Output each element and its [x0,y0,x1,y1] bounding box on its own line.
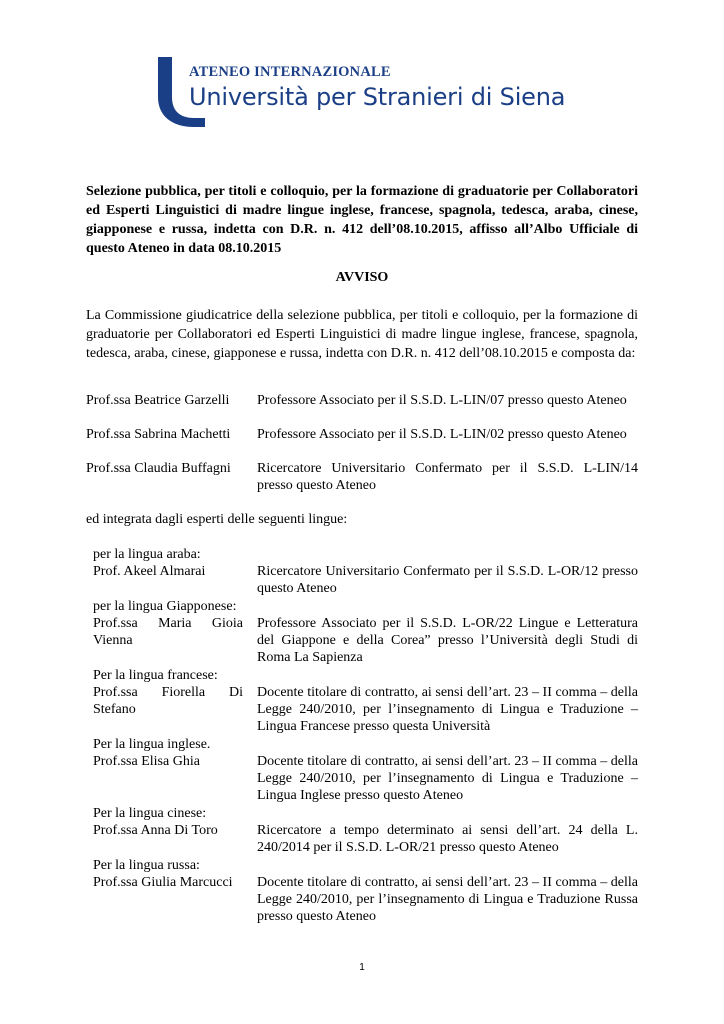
intro-paragraph: La Commissione giudicatrice della selezione pubblica, per titoli e colloquio, per la formazione di graduatorie per Collaboratori ed Esperti Linguistici di madre lingue inglese, francese, spagnola, tedesca, araba, cinese, giapponese e russa, indetta con D.R. n. 412 dell’08.10.2015 e composta da: [86,308,638,361]
expert-name: Prof.ssa Giulia Marcucci [93,875,233,890]
language-label: Per la lingua cinese: [93,806,207,821]
language-label: Per la lingua francese: [93,668,218,683]
language-label: per la lingua araba: [93,547,201,562]
document-heading: AVVISO [335,270,389,285]
expert-role: Professore Associato per il S.S.D. L-OR/22 Lingue e Letteratura del Giappone e della Corea” presso l’Università degli Studi di Roma La Sapienza [257,616,638,665]
member-name: Prof.ssa Beatrice Garzelli [86,393,230,408]
language-label: Per la lingua inglese. [93,737,211,752]
expert-name: Prof.ssa Anna Di Toro [93,823,218,838]
member-name: Prof.ssa Claudia Buffagni [86,461,231,476]
expert-name: Prof.ssa Maria Gioia Vienna [93,616,243,648]
expert-role: Ricercatore a tempo determinato ai sensi dell’art. 24 della L. 240/2014 per il S.S.D. L-OR/21 presso questo Ateneo [257,823,638,855]
language-label: per la lingua Giapponese: [93,599,237,614]
expert-name: Prof. Akeel Almarai [93,564,206,579]
expert-role: Docente titolare di contratto, ai sensi dell’art. 23 – II comma – della Legge 240/2010, per l’insegnamento di Lingua e Traduzione – Lingua Inglese presso questo Ateneo [257,754,638,803]
language-label: Per la lingua russa: [93,858,200,873]
expert-name: Prof.ssa Fiorella Di Stefano [93,685,243,717]
page-number: 1 [359,962,365,973]
university-logo [152,52,592,132]
institution-top-text: ATENEO INTERNAZIONALE [189,64,391,80]
institution-main-text: Università per Stranieri di Siena [189,83,566,111]
member-role: Professore Associato per il S.S.D. L-LIN/02 presso questo Ateneo [257,427,627,442]
member-role: Professore Associato per il S.S.D. L-LIN/07 presso questo Ateneo [257,393,627,408]
integrata-text: ed integrata dagli esperti delle seguenti lingue: [86,512,348,527]
document-title: Selezione pubblica, per titoli e colloquio, per la formazione di graduatorie per Collaboratori ed Esperti Linguistici di madre lingue inglese, francese, spagnola, tedesca, araba, cinese, giapponese e russa, indetta con D.R. n. 412 dell’08.10.2015, affisso all’Albo Ufficiale di questo Ateneo in data 08.10.2015 [86,184,638,256]
expert-role: Docente titolare di contratto, ai sensi dell’art. 23 – II comma – della Legge 240/2010, per l’insegnamento di Lingua e Traduzione Russa presso questo Ateneo [257,875,638,924]
member-name: Prof.ssa Sabrina Machetti [86,427,231,442]
expert-name: Prof.ssa Elisa Ghia [93,754,200,769]
expert-role: Docente titolare di contratto, ai sensi dell’art. 23 – II comma – della Legge 240/2010, per l’insegnamento di Lingua e Traduzione – Lingua Francese presso questa Università [257,685,638,734]
expert-role: Ricercatore Universitario Confermato per il S.S.D. L-OR/12 presso questo Ateneo [257,564,638,596]
member-role: Ricercatore Universitario Confermato per il S.S.D. L-LIN/14 presso questo Ateneo [257,461,638,493]
